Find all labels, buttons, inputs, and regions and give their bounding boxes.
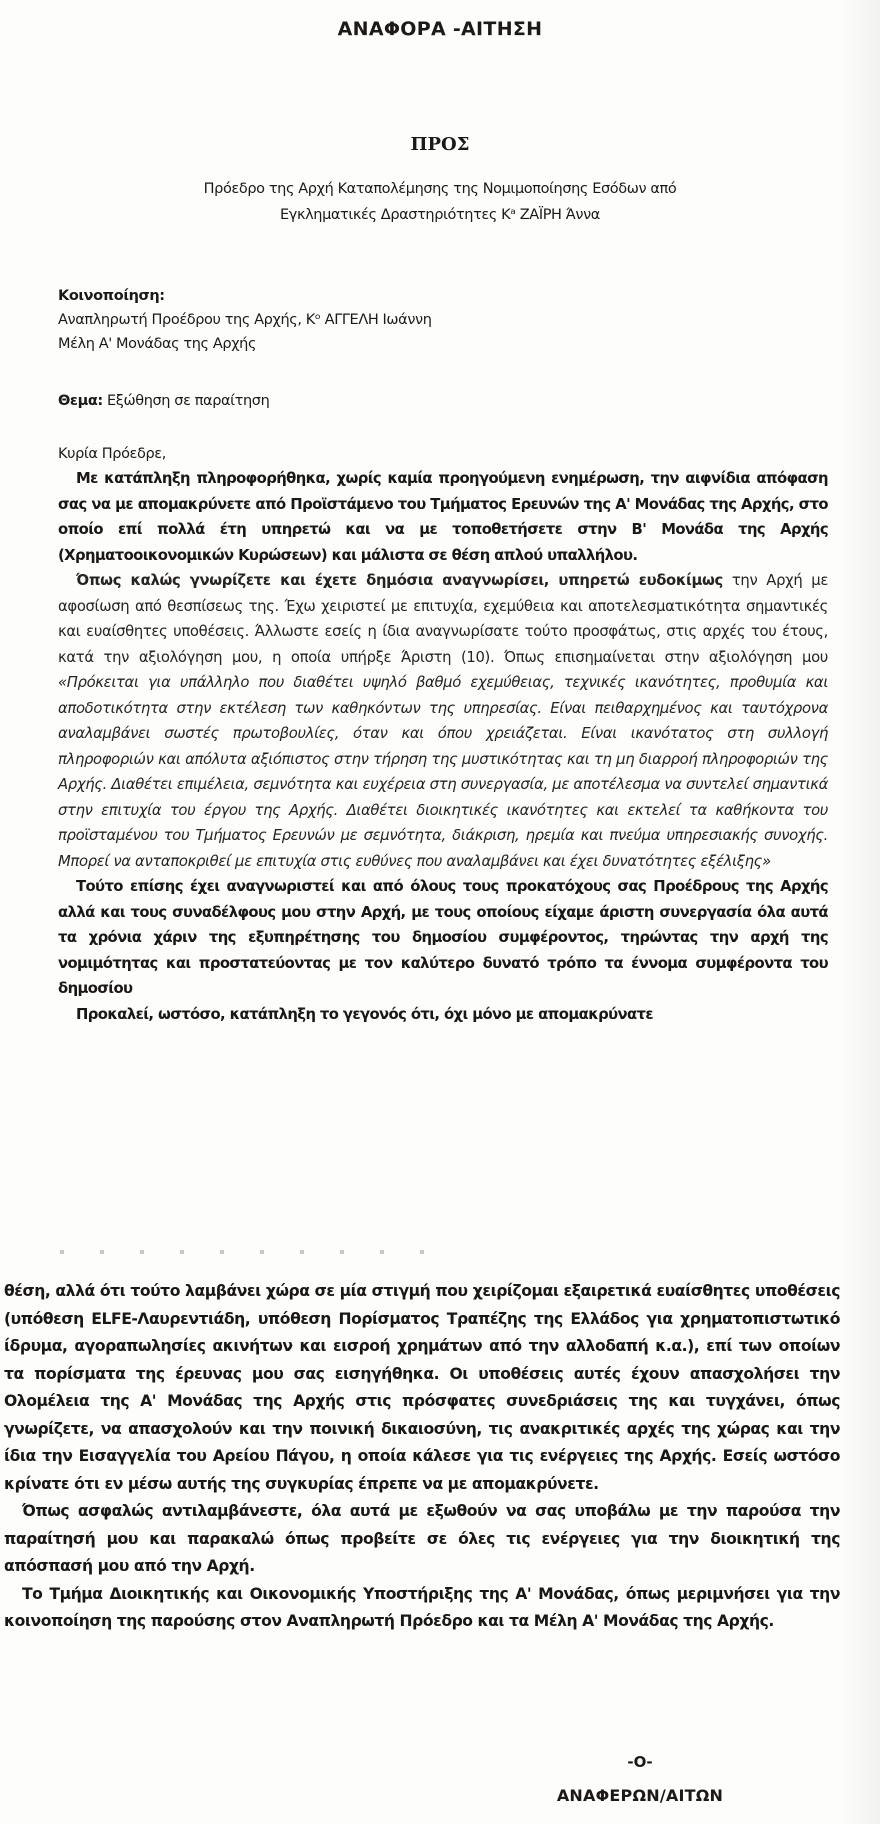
paragraph-text: την Αρχή με αφοσίωση από θεσπίσεως της. Έχω χειριστεί με επιτυχία, εχεμύθεια και αποτελεσματικότητα σημαντικές και ευαίσθητες υποθέσεις. Άλλωστε εσείς η ίδια αναγνωρίσατε τούτο προσφάτως, στις αρχές του έτους, κατά την αξιολόγηση μου, η οποία υπήρξε Άριστη (10). Όπως επισημαίνεται στην αξιολόγηση μου bbox=[58, 572, 828, 666]
addressee-line: Πρόεδρο της Αρχή Καταπολέμησης της Νομιμοποίησης Εσόδων από bbox=[203, 181, 677, 197]
subject-text: Εξώθηση σε παραίτηση bbox=[107, 393, 270, 409]
subject-label: Θεμα: bbox=[58, 393, 103, 409]
paragraph-evaluation bbox=[58, 568, 828, 874]
paragraph: θέση, αλλά ότι τούτο λαμβάνει χώρα σε μία στιγμή που χειρίζομαι εξαιρετικά ευαίσθητες υποθέσεις (υπόθεση ELFE-Λαυρεντιάδη, υπόθεση Πορίσματος Τραπέζης της Ελλάδος για χρηματοπιστωτικό ίδρυμα, αγοραπωλησίες ακινήτων και εισροή χρημάτων από την αλλοδαπή κ.α.), επί των οποίων τα πορίσματα της έρευνας μου σας εισηγήθηκα. Οι υποθέσεις αυτές έχουν απασχολήσει την Ολομέλεια της Α' Μονάδας της Αρχής στις πρόσφατες συνεδριάσεις της και τυγχάνει, όπως γνωρίζετε, να απασχολούν και την ποινική δικαιοσύνη, τις ανακριτικές αρχές της χώρας και την ίδια την Εισαγγελία του Αρείου Πάγου, η οποία κάλεσε για τις ενέργειες της Αρχής. Εσείς ωστόσο κρίνατε ότι εν μέσω αυτής της συγκυρίας έπρεπε να με απομακρύνετε. bbox=[4, 1282, 840, 1493]
addressee-line: Εγκληματικές Δραστηριότητες Κᵃ ΖΑΪΡΗ Άννα bbox=[280, 207, 600, 223]
paragraph: Με κατάπληξη πληροφορήθηκα, χωρίς καμία προηγούμενη ενημέρωση, την αιφνίδια απόφαση σας να με απομακρύνετε από Προϊστάμενο του Τμήματος Ερευνών της Α' Μονάδας της Αρχής, στο οποίο επί πολλά έτη υπηρετώ και να με τοποθετήσετε στην Β' Μονάδα της Αρχής (Χρηματοοικονομικών Κυρώσεων) και μάλιστα σε θέση απλού υπαλλήλου. bbox=[58, 470, 828, 564]
paragraph: Προκαλεί, ωστόσο, κατάπληξη το γεγονός ότι, όχι μόνο με απομακρύνατε bbox=[76, 1005, 654, 1023]
paragraph-lead: Όπως καλώς γνωρίζετε και έχετε δημόσια αναγνωρίσει, υπηρετώ ευδοκίμως bbox=[76, 572, 723, 589]
letter-body-part2 bbox=[4, 1278, 840, 1636]
cc-section bbox=[58, 284, 828, 356]
document-title: ΑΝΑΦΟΡΑ -ΑΙΤΗΣΗ bbox=[337, 18, 543, 40]
signature-mark: -Ο- bbox=[627, 1753, 653, 1771]
paragraph: Τούτο επίσης έχει αναγνωριστεί και από όλους τους προκατόχους σας Προέδρους της Αρχής αλλά και τους συναδέλφους μου στην Αρχή, με τους οποίους είχαμε άριστη συνεργασία όλα αυτά τα χρόνια χάριν της εξυπηρέτησης του δημοσίου συμφέροντος, τηρώντας την αρχή της νομιμότητας και προστατεύοντας με τον καλύτερο δυνατό τρόπο τα έννομα συμφέροντα του δημοσίου bbox=[58, 878, 828, 997]
evaluation-quote: «Πρόκειται για υπάλληλο που διαθέτει υψηλό βαθμό εχεμύθειας, τεχνικές ικανότητες, προθυμία και αποδοτικότητα στην εκτέλεση των καθηκόντων της υπηρεσίας. Είναι πειθαρχημένος και ταυτόχρονα αναλαμβάνει σωστές πρωτοβουλίες, όταν και όπου χρειάζεται. Είναι ικανότατος στη συλλογή πληροφοριών και απόλυτα αξιόπιστος στην τήρηση της μυστικότητας και τη μη διαρροή πληροφοριών της Αρχής. Διαθέτει επιμέλεια, σεμνότητα και ευχέρεια στη συνεργασία, με αποτέλεσμα να συντελεί σημαντικά στην επιτυχία του έργου της Αρχής. Διαθέτει διοικητικές ικανότητες και εκτελεί τα καθήκοντα του προϊσταμένου του Τμήματος Ερευνών με σεμνότητα, διάκριση, ηρεμία και πνεύμα υπηρεσιακής συνοχής. Μπορεί να ανταποκριθεί με επιτυχία στις ευθύνες που αναλαμβάνει και έχει δυνατότητες εξέλιξης» bbox=[58, 674, 828, 870]
cc-line: Μέλη Α' Μονάδας της Αρχής bbox=[58, 336, 257, 352]
paragraph: Το Τμήμα Διοικητικής και Οικονομικής Υποστήριξης της Α' Μονάδας, όπως μεριμνήσει για την κοινοποίηση της παρούσης στον Αναπληρωτή Πρόεδρο και τα Μέλη Α' Μονάδας της Αρχής. bbox=[4, 1584, 840, 1630]
cc-line: Αναπληρωτή Προέδρου της Αρχής, Κᵒ ΑΓΓΕΛΗ Ιωάννη bbox=[58, 312, 432, 328]
subject-line bbox=[58, 389, 828, 413]
letter-body-part1 bbox=[58, 466, 828, 1027]
cc-label: Κοινοποίηση: bbox=[58, 288, 165, 304]
salutation: Κυρία Πρόεδρε, bbox=[58, 446, 166, 462]
scan-edge-shading bbox=[840, 0, 880, 1824]
paragraph: Όπως ασφαλώς αντιλαμβάνεστε, όλα αυτά με εξωθούν να σας υποβάλω με την παρούσα την παραίτησή μου και παρακαλώ όπως προβείτε σε όλες τις ενέργειες για την διοικητική της απόσπασή μου από την Αρχή. bbox=[4, 1502, 840, 1575]
scan-artifact bbox=[60, 1250, 440, 1254]
addressee bbox=[0, 176, 880, 228]
signature-name: ΑΝΑΦΕΡΩΝ/ΑΙΤΩΝ bbox=[556, 1786, 724, 1805]
to-heading: ΠΡΟΣ bbox=[410, 134, 470, 155]
